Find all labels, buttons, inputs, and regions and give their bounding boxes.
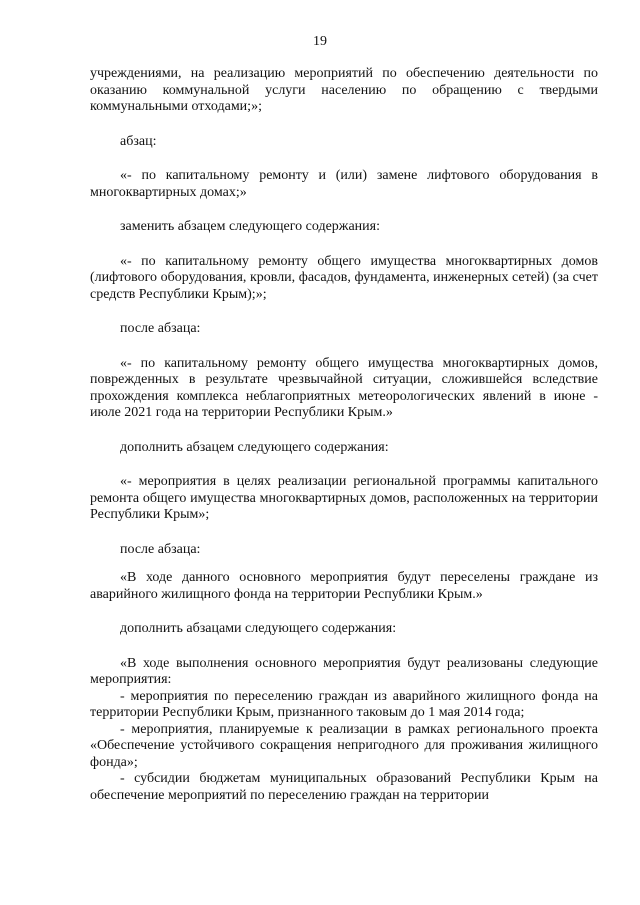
paragraph-abzac-label: абзац: xyxy=(120,133,157,149)
paragraph-replace-label: заменить абзацем следующего содержания: xyxy=(120,219,380,234)
document-body xyxy=(90,66,598,804)
paragraph-add-label: дополнить абзацем следующего содержания: xyxy=(120,439,389,455)
list-item-regional-project: - мероприятия, планируемые к реализации в рамках регионального проекта «Обеспечение устойчивого сокращения непригодного для проживания жилищного фонда»; xyxy=(90,721,598,770)
paragraph-after-label: после абзаца: xyxy=(120,321,201,336)
list-item-resettlement: - мероприятия по переселению граждан из аварийного жилищного фонда на территории Республики Крым, признанного таковым до 1 мая 2014 года; xyxy=(90,688,598,720)
paragraph-add-multiple-label: дополнить абзацами следующего содержания: xyxy=(120,621,397,636)
paragraph-quote-emergency: «- по капитальному ремонту общего имущества многоквартирных домов, поврежденных в результате чрезвычайной ситуации, сложившейся вследствие прохождения комплекса неблагоприятных метеорологических явлений в июне - июле 2021 года на территории Республики Крым.» xyxy=(90,355,598,420)
paragraph-after-label-2: после абзаца: xyxy=(120,541,201,557)
paragraph-continuation: учреждениями, на реализацию мероприятий по обеспечению деятельности по оказанию коммунальной услуги населению по обращению с твердыми коммунальными отходами;»; xyxy=(90,66,598,114)
paragraph-quote-resettlement: «В ходе данного основного мероприятия будут переселены граждане из аварийного жилищного фонда на территории Республики Крым.» xyxy=(90,570,598,602)
paragraph-quote-capital-repair: «- по капитальному ремонту общего имущества многоквартирных домов (лифтового оборудования, кровли, фасадов, фундамента, инженерных сетей) (за счет средств Республики Крым);»; xyxy=(90,253,598,302)
list-item-subsidies: - субсидии бюджетам муниципальных образований Республики Крым на обеспечение мероприятий по переселению граждан на территории xyxy=(90,771,598,803)
page-number: 19 xyxy=(313,34,327,49)
paragraph-quote-intro: «В ходе выполнения основного мероприятия будут реализованы следующие мероприятия: xyxy=(90,655,598,687)
paragraph-quote-lift: «- по капитальному ремонту и (или) замене лифтового оборудования в многоквартирных домах;» xyxy=(90,168,598,200)
paragraph-quote-regional-program: «- мероприятия в целях реализации региональной программы капитального ремонта общего имущества многоквартирных домов, расположенных на территории Республики Крым»; xyxy=(90,474,598,522)
